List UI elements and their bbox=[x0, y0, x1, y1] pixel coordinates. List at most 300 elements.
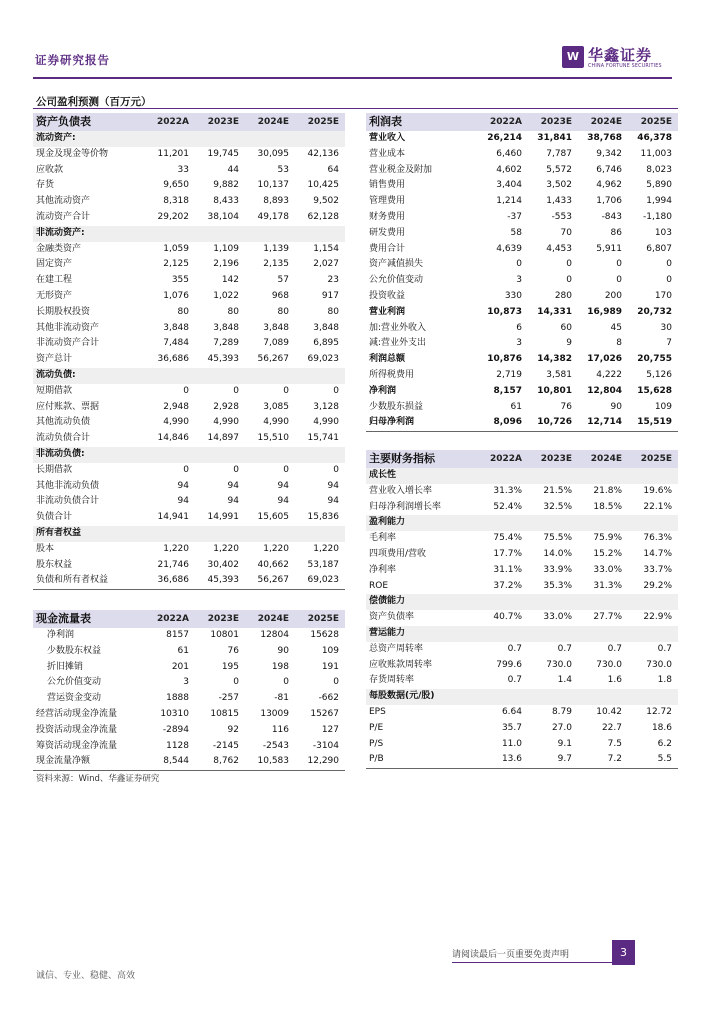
table-row bbox=[366, 721, 678, 737]
cell-value: 2,719 bbox=[496, 369, 522, 380]
cell-value: 94 bbox=[277, 496, 289, 507]
table-row bbox=[33, 178, 345, 194]
cell-value: 5,572 bbox=[546, 164, 572, 175]
cell-value: 1,214 bbox=[496, 196, 522, 207]
cell-value bbox=[245, 447, 295, 463]
row-label: 资产负债率 bbox=[369, 612, 415, 623]
year-header: 2025E bbox=[295, 610, 345, 628]
cell-value: 92 bbox=[227, 724, 239, 735]
table-row bbox=[366, 468, 678, 484]
cell-value: 10310 bbox=[160, 708, 189, 719]
cell-value: 33.7% bbox=[643, 564, 672, 575]
cell-value: 14,382 bbox=[537, 354, 572, 365]
cell-value: 33 bbox=[177, 164, 189, 175]
cell-value: 9,502 bbox=[313, 196, 339, 207]
table-row bbox=[366, 178, 678, 194]
cell-value: 9.7 bbox=[528, 752, 578, 768]
cell-value: 33.0% bbox=[593, 564, 622, 575]
cell-value: 4,962 bbox=[596, 180, 622, 191]
year-header: 2024E bbox=[245, 113, 295, 131]
company-logo bbox=[562, 44, 670, 74]
cell-value: 7.5 bbox=[607, 738, 622, 749]
cell-value: 0.7 bbox=[607, 643, 622, 654]
cell-value: 23 bbox=[327, 275, 339, 286]
cell-value: -2543 bbox=[262, 740, 289, 751]
row-label: 长期股权投资 bbox=[36, 306, 91, 317]
table-row bbox=[33, 210, 345, 226]
cell-value: 19.6% bbox=[643, 485, 672, 496]
row-label: 非流动负债合计 bbox=[36, 496, 100, 507]
cell-value: 10,425 bbox=[307, 180, 339, 191]
cell-value: 7 bbox=[666, 338, 672, 349]
disclaimer-note: 请阅读最后一页重要免责声明 bbox=[452, 950, 570, 960]
cell-value bbox=[628, 626, 678, 642]
cell-value: 6,460 bbox=[496, 148, 522, 159]
table-row bbox=[33, 447, 345, 463]
cell-value bbox=[295, 226, 345, 242]
row-label: 研发费用 bbox=[369, 227, 406, 238]
cell-value: -81 bbox=[274, 693, 289, 704]
cell-value: 13.6 bbox=[478, 752, 528, 768]
table-row bbox=[366, 415, 678, 431]
cell-value: 80 bbox=[277, 306, 289, 317]
row-label: 公允价值变动 bbox=[47, 677, 102, 688]
cell-value: 1,220 bbox=[213, 543, 239, 554]
row-label: 短期借款 bbox=[36, 385, 73, 396]
cell-value: 1.4 bbox=[557, 675, 572, 686]
report-type-label: 证券研究报告 bbox=[35, 53, 110, 67]
cell-value: 94 bbox=[327, 480, 339, 491]
table-row bbox=[33, 660, 345, 676]
table-row bbox=[366, 705, 678, 721]
cell-value: 0 bbox=[333, 677, 339, 688]
logo-mark-icon: W bbox=[562, 46, 584, 68]
year-header: 2022A bbox=[145, 113, 195, 131]
cell-value: 0 bbox=[233, 464, 239, 475]
table-row bbox=[366, 336, 678, 352]
cell-value: 86 bbox=[610, 227, 622, 238]
cell-value bbox=[528, 626, 578, 642]
table-row bbox=[33, 194, 345, 210]
cell-value: 2,196 bbox=[213, 259, 239, 270]
row-label: 盈利能力 bbox=[366, 515, 478, 531]
row-label: P/S bbox=[369, 738, 384, 749]
cell-value: 3,848 bbox=[313, 322, 339, 333]
cell-value: 29.2% bbox=[643, 580, 672, 591]
row-label: EPS bbox=[369, 706, 386, 717]
cell-value: 5,911 bbox=[596, 243, 622, 254]
table-row bbox=[33, 384, 345, 400]
cell-value: 15628 bbox=[310, 630, 339, 640]
table-row bbox=[366, 563, 678, 579]
table-row bbox=[366, 321, 678, 337]
table-row bbox=[33, 573, 345, 589]
cell-value: 76.3% bbox=[643, 533, 672, 544]
table-row bbox=[33, 431, 345, 447]
cell-value: 1,994 bbox=[646, 196, 672, 207]
cell-value: 8,157 bbox=[493, 385, 522, 396]
cell-value: 94 bbox=[177, 480, 189, 491]
cell-value bbox=[295, 131, 345, 147]
row-label: 流动资产合计 bbox=[36, 211, 91, 222]
source-note: 资料来源：Wind、华鑫证券研究 bbox=[36, 774, 160, 784]
row-label: 少数股东权益 bbox=[47, 645, 102, 656]
table-row bbox=[366, 737, 678, 753]
cell-value: 1,109 bbox=[213, 243, 239, 254]
row-label: 经营活动现金净流量 bbox=[36, 708, 118, 719]
row-label: 管理费用 bbox=[369, 196, 406, 207]
row-label: 净利率 bbox=[369, 564, 397, 575]
cell-value: 7,484 bbox=[163, 338, 189, 349]
cell-value: 35.7 bbox=[501, 722, 522, 733]
cell-value: 1,220 bbox=[313, 543, 339, 554]
table-row bbox=[33, 739, 345, 755]
cell-value: 94 bbox=[227, 496, 239, 507]
cell-value: 0 bbox=[183, 464, 189, 475]
table-row bbox=[366, 384, 678, 400]
table-row bbox=[366, 305, 678, 321]
cell-value: 94 bbox=[327, 496, 339, 507]
cell-value: 53,187 bbox=[307, 559, 339, 570]
cell-value: 15,741 bbox=[307, 433, 339, 444]
table-row bbox=[33, 707, 345, 723]
cell-value: 5,890 bbox=[646, 180, 672, 191]
cell-value: 201 bbox=[171, 661, 189, 672]
row-label: 利润总额 bbox=[369, 354, 406, 365]
cell-value: 15.2% bbox=[593, 548, 622, 559]
table-row bbox=[33, 257, 345, 273]
row-label: 费用合计 bbox=[369, 243, 406, 254]
cell-value: 8 bbox=[616, 338, 622, 349]
cell-value: 200 bbox=[604, 290, 622, 301]
table-row bbox=[366, 484, 678, 500]
cell-value: 8.79 bbox=[551, 706, 572, 717]
year-header: 2024E bbox=[245, 610, 295, 628]
row-label: 负债和所有者权益 bbox=[33, 573, 145, 589]
cell-value: 3 bbox=[183, 677, 189, 688]
row-label: 财务费用 bbox=[369, 211, 406, 222]
cell-value: 8,544 bbox=[145, 754, 195, 770]
table-row bbox=[366, 257, 678, 273]
table-row bbox=[366, 273, 678, 289]
cell-value: 15,510 bbox=[257, 433, 289, 444]
cell-value: 30,402 bbox=[207, 559, 239, 570]
cell-value: 3,502 bbox=[546, 180, 572, 191]
cell-value: 10,873 bbox=[487, 306, 522, 317]
cell-value: 0 bbox=[283, 677, 289, 688]
row-label: 每股数据(元/股) bbox=[366, 689, 478, 705]
cell-value bbox=[145, 447, 195, 463]
cell-value: 46,378 bbox=[637, 133, 672, 143]
cash-flow-table bbox=[33, 610, 345, 771]
cell-value: 26,214 bbox=[487, 133, 522, 143]
cell-value: 0 bbox=[233, 677, 239, 688]
cell-value: 27.0 bbox=[551, 722, 572, 733]
table-row bbox=[33, 526, 345, 542]
cell-value: 10,583 bbox=[245, 754, 295, 770]
table-row bbox=[33, 336, 345, 352]
table-header-row bbox=[366, 113, 678, 131]
row-label: 四项费用/营收 bbox=[369, 548, 427, 559]
cell-value: 12804 bbox=[260, 630, 289, 640]
row-label: 所有者权益 bbox=[33, 526, 145, 542]
cell-value: 730.0 bbox=[646, 659, 672, 670]
cell-value: 45 bbox=[610, 322, 622, 333]
cell-value: -2894 bbox=[162, 724, 189, 735]
year-header: 2022A bbox=[478, 450, 528, 468]
cell-value: 17,026 bbox=[587, 354, 622, 365]
cell-value: 355 bbox=[171, 275, 189, 286]
cell-value: 280 bbox=[554, 290, 572, 301]
cell-value: 0 bbox=[333, 385, 339, 396]
cell-value: 6,895 bbox=[313, 338, 339, 349]
row-label: 筹资活动现金净流量 bbox=[36, 740, 118, 751]
row-label: 现金流量净额 bbox=[33, 754, 145, 770]
cell-value: 11,201 bbox=[157, 148, 189, 159]
cell-value: 3,581 bbox=[546, 369, 572, 380]
page-number: 3 bbox=[612, 940, 635, 965]
row-label: ROE bbox=[369, 580, 389, 591]
cell-value: 3,848 bbox=[213, 322, 239, 333]
table-row bbox=[33, 305, 345, 321]
cell-value: 0 bbox=[333, 464, 339, 475]
cell-value: 4,990 bbox=[313, 417, 339, 428]
cell-value: 968 bbox=[271, 290, 289, 301]
cell-value: 9 bbox=[566, 338, 572, 349]
cell-value bbox=[578, 515, 628, 531]
table-row bbox=[33, 242, 345, 258]
cell-value: 5.5 bbox=[628, 752, 678, 768]
table-row bbox=[33, 494, 345, 510]
cell-value: 1888 bbox=[166, 693, 189, 704]
table-title: 现金流量表 bbox=[33, 610, 145, 628]
cell-value: 11.0 bbox=[501, 738, 522, 749]
cell-value: 21,746 bbox=[157, 559, 189, 570]
cell-value: 38,104 bbox=[207, 211, 239, 222]
table-row bbox=[366, 194, 678, 210]
cell-value: 0 bbox=[666, 275, 672, 286]
row-label: 营业收入 bbox=[369, 133, 406, 143]
row-label: 减:营业外支出 bbox=[369, 338, 427, 349]
cell-value: 69,023 bbox=[295, 573, 345, 589]
section-title: 公司盈利预测（百万元） bbox=[36, 96, 152, 108]
cell-value: 33.0% bbox=[543, 612, 572, 623]
cell-value: -662 bbox=[318, 693, 339, 704]
cell-value: 6,807 bbox=[646, 243, 672, 254]
cell-value: -1,180 bbox=[642, 211, 672, 222]
cell-value bbox=[578, 594, 628, 610]
cell-value: -37 bbox=[507, 211, 522, 222]
cell-value: 94 bbox=[277, 480, 289, 491]
table-row bbox=[33, 131, 345, 147]
row-label: 存货 bbox=[36, 180, 55, 191]
cell-value: 75.4% bbox=[493, 533, 522, 544]
cell-value: 0 bbox=[183, 385, 189, 396]
cell-value: 21.5% bbox=[543, 485, 572, 496]
cell-value: 7,089 bbox=[263, 338, 289, 349]
table-row bbox=[33, 273, 345, 289]
row-label: 归母净利润 bbox=[366, 415, 478, 431]
cell-value: 14,941 bbox=[157, 512, 189, 523]
cell-value: 22.1% bbox=[643, 501, 672, 512]
table-row bbox=[366, 626, 678, 642]
cell-value: 8,096 bbox=[478, 415, 528, 431]
table-row bbox=[33, 400, 345, 416]
row-label: 加:营业外收入 bbox=[369, 322, 427, 333]
cell-value bbox=[195, 447, 245, 463]
table-row bbox=[366, 163, 678, 179]
cell-value: 0.7 bbox=[557, 643, 572, 654]
cell-value: 20,732 bbox=[637, 306, 672, 317]
cell-value: 15,836 bbox=[307, 512, 339, 523]
cell-value bbox=[478, 594, 528, 610]
row-label: 成长性 bbox=[366, 468, 478, 484]
cell-value: 61 bbox=[177, 645, 189, 656]
row-label: P/E bbox=[369, 722, 384, 733]
cell-value bbox=[528, 515, 578, 531]
cell-value: 19,745 bbox=[207, 148, 239, 159]
cell-value: 2,928 bbox=[213, 401, 239, 412]
table-row bbox=[366, 352, 678, 368]
cell-value: 38,768 bbox=[587, 133, 622, 143]
cell-value: 6.64 bbox=[501, 706, 522, 717]
cell-value: 9,342 bbox=[596, 148, 622, 159]
row-label: 流动负债合计 bbox=[36, 433, 91, 444]
table-row bbox=[33, 289, 345, 305]
cell-value: 2,027 bbox=[313, 259, 339, 270]
cell-value: 0 bbox=[283, 385, 289, 396]
cell-value: 1,139 bbox=[263, 243, 289, 254]
year-header: 2025E bbox=[628, 113, 678, 131]
table-row bbox=[33, 368, 345, 384]
table-row bbox=[366, 594, 678, 610]
year-header: 2023E bbox=[195, 610, 245, 628]
cell-value: 14,897 bbox=[207, 433, 239, 444]
cell-value: 8,023 bbox=[646, 164, 672, 175]
cell-value: 8,893 bbox=[263, 196, 289, 207]
cell-value: 12,804 bbox=[587, 385, 622, 396]
cell-value: 62,128 bbox=[307, 211, 339, 222]
cell-value: 14.0% bbox=[543, 548, 572, 559]
year-header: 2022A bbox=[145, 610, 195, 628]
row-label: 其他流动资产 bbox=[36, 196, 91, 207]
cell-value: 1,022 bbox=[213, 290, 239, 301]
cell-value: 8,433 bbox=[213, 196, 239, 207]
cell-value: 80 bbox=[177, 306, 189, 317]
table-row bbox=[33, 675, 345, 691]
cell-value: 36,686 bbox=[145, 573, 195, 589]
cell-value: 17.7% bbox=[493, 548, 522, 559]
row-label: 资产减值损失 bbox=[369, 259, 424, 270]
cell-value: 20,755 bbox=[637, 354, 672, 365]
table-header-row bbox=[366, 450, 678, 468]
row-label: 负债合计 bbox=[36, 512, 73, 523]
cell-value: 0 bbox=[566, 259, 572, 270]
cell-value: 3 bbox=[516, 338, 522, 349]
cell-value: 37.2% bbox=[493, 580, 522, 591]
cell-value: 5,126 bbox=[646, 369, 672, 380]
row-label: 流动资产: bbox=[33, 131, 145, 147]
row-label: 净利润 bbox=[47, 630, 75, 640]
income-statement-table bbox=[366, 113, 678, 432]
cell-value: -3104 bbox=[312, 740, 339, 751]
cell-value: 109 bbox=[654, 401, 672, 412]
table-row bbox=[33, 644, 345, 660]
cell-value bbox=[628, 594, 678, 610]
cell-value: 799.6 bbox=[496, 659, 522, 670]
cell-value: 2,948 bbox=[163, 401, 189, 412]
cell-value: 10801 bbox=[210, 630, 239, 640]
cell-value: 18.6 bbox=[651, 722, 672, 733]
row-label: 总资产周转率 bbox=[369, 643, 424, 654]
cell-value: 14.7% bbox=[643, 548, 672, 559]
cell-value: 2,135 bbox=[263, 259, 289, 270]
cell-value: 9.1 bbox=[557, 738, 572, 749]
table-title: 主要财务指标 bbox=[366, 450, 478, 468]
cell-value bbox=[145, 368, 195, 384]
cell-value: 8,318 bbox=[163, 196, 189, 207]
cell-value bbox=[578, 468, 628, 484]
cell-value: 21.8% bbox=[593, 485, 622, 496]
table-row bbox=[366, 131, 678, 147]
table-row bbox=[366, 515, 678, 531]
cell-value: 3,404 bbox=[496, 180, 522, 191]
cell-value bbox=[478, 515, 528, 531]
cell-value bbox=[245, 131, 295, 147]
cell-value: 15267 bbox=[310, 708, 339, 719]
cell-value bbox=[478, 626, 528, 642]
table-title: 利润表 bbox=[366, 113, 478, 131]
cell-value: 0 bbox=[616, 275, 622, 286]
table-row bbox=[33, 691, 345, 707]
row-label: 投资活动现金净流量 bbox=[36, 724, 118, 735]
cell-value bbox=[195, 526, 245, 542]
cell-value: 80 bbox=[227, 306, 239, 317]
cell-value: 32.5% bbox=[543, 501, 572, 512]
cell-value: 7,787 bbox=[546, 148, 572, 159]
cell-value bbox=[295, 526, 345, 542]
row-label: 营业利润 bbox=[369, 306, 406, 317]
row-label: 非流动负债: bbox=[33, 447, 145, 463]
cell-value: 0 bbox=[283, 464, 289, 475]
row-label: 应收款 bbox=[36, 164, 64, 175]
cell-value: 70 bbox=[560, 227, 572, 238]
cell-value bbox=[145, 526, 195, 542]
row-label: 无形资产 bbox=[36, 290, 73, 301]
cell-value: 198 bbox=[271, 661, 289, 672]
row-label: 营业收入增长率 bbox=[369, 485, 433, 496]
cell-value: 90 bbox=[277, 645, 289, 656]
cell-value: 3 bbox=[516, 275, 522, 286]
cell-value: 75.5% bbox=[543, 533, 572, 544]
cell-value: 0 bbox=[516, 259, 522, 270]
cell-value: 29,202 bbox=[157, 211, 189, 222]
table-row bbox=[33, 723, 345, 739]
row-label: 在建工程 bbox=[36, 275, 73, 286]
table-row bbox=[33, 479, 345, 495]
cell-value: 75.9% bbox=[593, 533, 622, 544]
cell-value: 53 bbox=[277, 164, 289, 175]
table-row bbox=[366, 147, 678, 163]
cell-value: 0 bbox=[566, 275, 572, 286]
cell-value: 12,290 bbox=[295, 754, 345, 770]
table-header-row bbox=[33, 113, 345, 131]
cell-value: 22.7 bbox=[601, 722, 622, 733]
table-row bbox=[366, 610, 678, 626]
cell-value: 6 bbox=[516, 322, 522, 333]
header-divider bbox=[33, 77, 672, 79]
cell-value: 1,433 bbox=[546, 196, 572, 207]
